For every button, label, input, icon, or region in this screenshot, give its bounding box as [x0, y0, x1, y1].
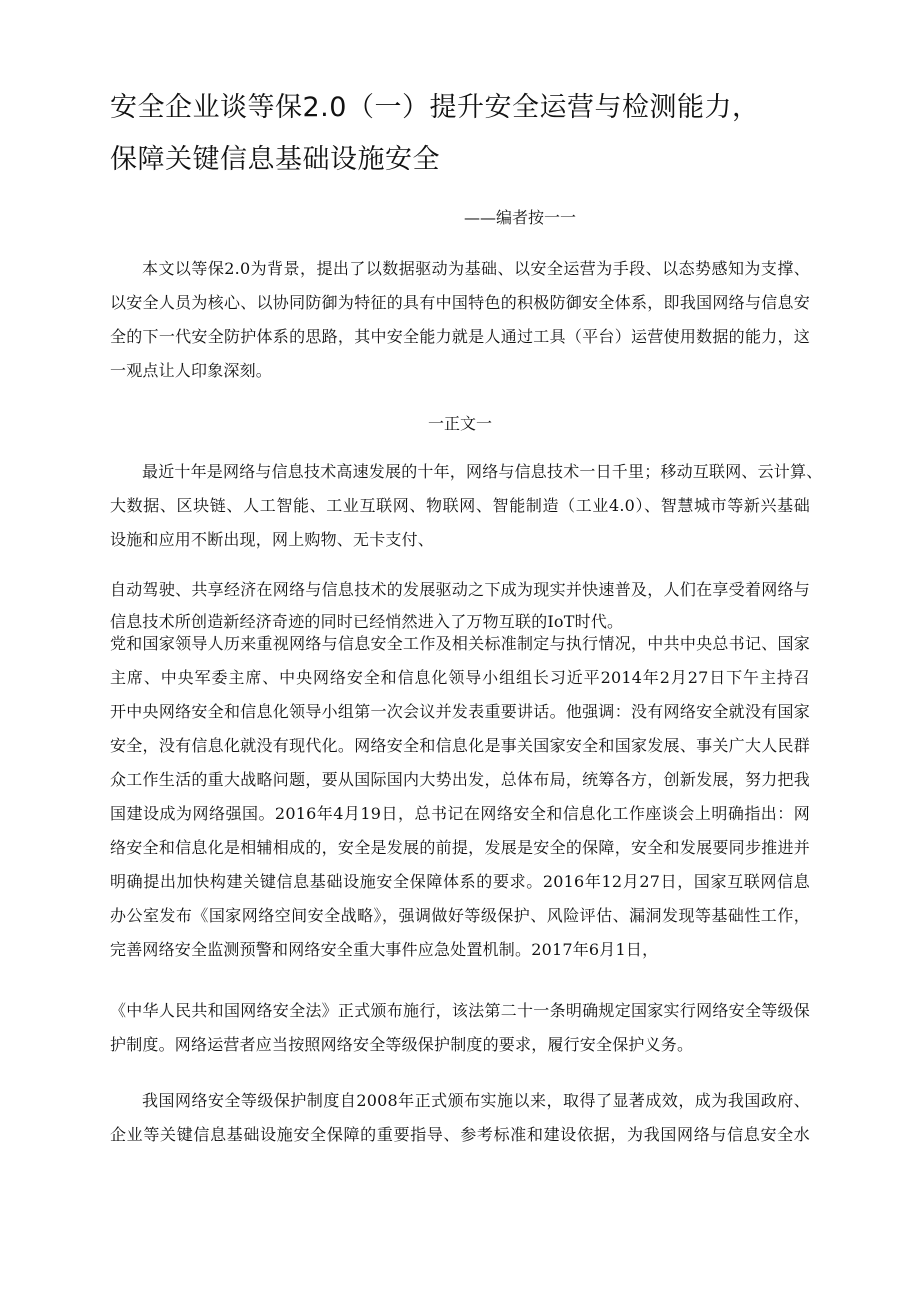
- text-line: 自动驾驶、共享经济在网络与信息技术的发展驱动之下成为现实并快速普及，人们在享受着网络与: [110, 580, 810, 599]
- text-line: 完善网络安全监测预警和网络安全重大事件应急处置机制。2017年6月1日，: [110, 940, 659, 959]
- text-line: 我国网络安全等级保护制度自2008年正式颁布实施以来，取得了显著成效，成为我国政府、: [142, 1091, 810, 1110]
- editor-note-paragraph: [110, 252, 810, 388]
- editor-note-label: ——编者按一一: [463, 208, 576, 227]
- text-line: 主席、中央军委主席、中央网络安全和信息化领导小组组长习近平2014年2月27日下午主持召: [110, 668, 810, 687]
- text-line: 护制度。网络运营者应当按照网络安全等级保护制度的要求，履行安全保护义务。: [110, 1035, 694, 1054]
- text-line: 明确提出加快构建关键信息基础设施安全保障体系的要求。2016年12月27日，国家互联网信息: [110, 872, 810, 891]
- title-line: 保障关键信息基础设施安全: [110, 144, 440, 175]
- text-line: 设施和应用不断出现，网上购物、无卡支付、: [110, 530, 435, 549]
- text-line: 络安全和信息化是相辅相成的，安全是发展的前提，发展是安全的保障，安全和发展要同步推进并: [110, 838, 810, 857]
- text-line: 本文以等保2.0为背景，提出了以数据驱动为基础、以安全运营为手段、以态势感知为支撑、: [142, 259, 810, 278]
- text-line: 《中华人民共和国网络安全法》正式颁布施行，该法第二十一条明确规定国家实行网络安全等级保: [110, 1001, 810, 1020]
- title-line: 安全企业谈等保2.0（一）提升安全运营与检测能力，: [110, 92, 760, 123]
- text-line: 一观点让人印象深刻。: [110, 361, 273, 380]
- text-line: 最近十年是网络与信息技术高速发展的十年，网络与信息技术一日千里；移动互联网、云计算、: [142, 462, 823, 481]
- text-line: 大数据、区块链、人工智能、工业互联网、物联网、智能制造（工业4.0）、智慧城市等新兴基础: [110, 496, 810, 515]
- body-section-label: 一正文一: [427, 414, 492, 433]
- text-line: 以安全人员为核心、以协同防御为特征的具有中国特色的积极防御安全体系，即我国网络与信息安: [110, 293, 810, 312]
- text-line: 全的下一代安全防护体系的思路，其中安全能力就是人通过工具（平台）运营使用数据的能力，这: [110, 327, 810, 346]
- text-line: 众工作生活的重大战略问题，要从国际国内大势出发，总体布局，统筹各方，创新发展，努力把我: [110, 770, 810, 789]
- text-line: 企业等关键信息基础设施安全保障的重要指导、参考标准和建设依据，为我国网络与信息安全水: [110, 1125, 810, 1144]
- text-line: 办公室发布《国家网络空间安全战略》，强调做好等级保护、风险评估、漏洞发现等基础性工作，: [110, 906, 810, 925]
- document-title: [110, 82, 810, 186]
- text-line: 安全，没有信息化就没有现代化。网络安全和信息化是事关国家安全和国家发展、事关广大人民群: [110, 736, 810, 755]
- body-paragraph-3: [110, 627, 810, 967]
- text-line: 党和国家领导人历来重视网络与信息安全工作及相关标准制定与执行情况，中共中央总书记、国家: [110, 634, 810, 653]
- body-paragraph-5: [110, 1084, 810, 1152]
- text-line: 开中央网络安全和信息化领导小组第一次会议并发表重要讲话。他强调：没有网络安全就没有国家: [110, 702, 810, 721]
- body-paragraph-4: [110, 994, 810, 1062]
- body-paragraph-1: [110, 455, 823, 557]
- text-line: 国建设成为网络强国。2016年4月19日，总书记在网络安全和信息化工作座谈会上明确指出：网: [110, 804, 810, 823]
- text-line: 信息技术所创造新经济奇迹的同时已经悄然进入了万物互联的IoT时代。: [110, 612, 624, 631]
